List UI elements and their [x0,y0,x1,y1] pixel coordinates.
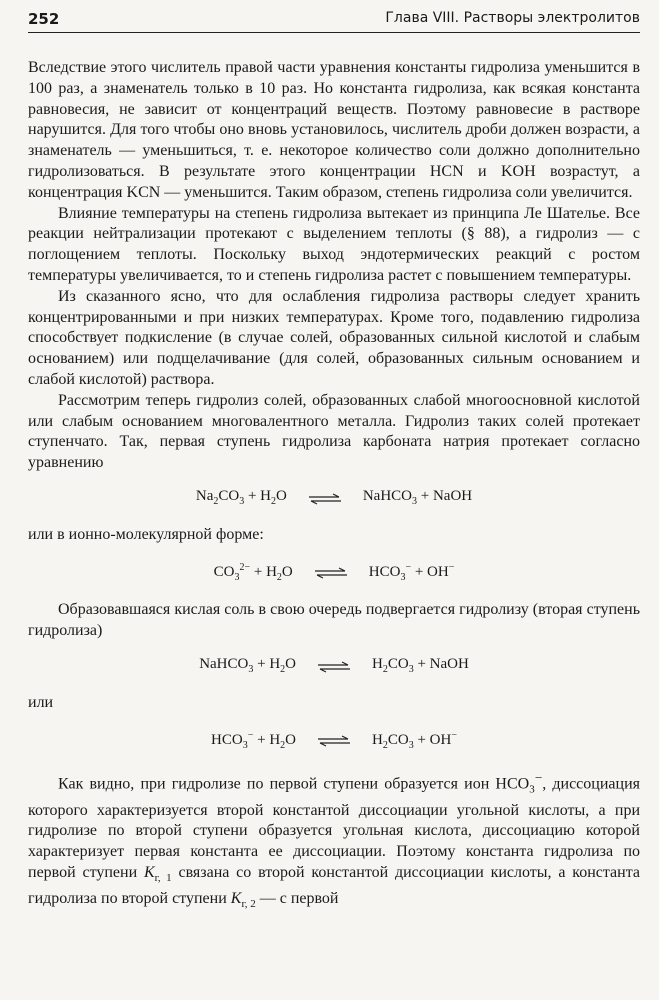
paragraph-2: Влияние температуры на степень гидролиза вытекает из принципа Ле Шателье. Все реакции нейтрализации протекают с выделением теплоты (§ 88), а гидролиз — с поглощением теплоты. Поскольку выход эндотермических реакций с ростом температуры увеличивается, то и степень гидролиза растет с повышением температуры. [28,204,640,284]
paragraph-7: или [28,693,54,711]
equation-4-right: $H_2CO_3 + OH^-$ [372,729,457,751]
chapter-title: Глава VIII. Растворы электролитов [385,10,640,26]
page-header [28,8,640,33]
equation-2-right: $HCO_3^- + OH^-$ [368,561,455,583]
paragraph-4: Рассмотрим теперь гидролиз солей, образованных слабой многоосновной кислотой или слабым основанием многовалентного металла. Гидролиз таких солей протекает ступенчато. Так, первая ступень гидролиза карбоната натрия протекает согласно уравнению [28,391,640,472]
equation-3-right: $H_2CO_3$ + NaOH [372,655,469,675]
equilibrium-arrow-icon [316,661,352,673]
equation-2 [28,558,640,589]
equilibrium-arrow-icon [313,567,349,579]
paragraph-1: Вследствие этого числитель правой части уравнения константы гидролиза уменьшится в 100 раз, а знаменатель только в 10 раз. Но константа гидролиза, как всякая константа равновесия, не зависит от концентраций веществ. Поэтому равновесие в растворе нарушится. Для того чтобы оно вновь установилось, числитель дроби должен возрасти, а знаменатель — уменьшиться, т. е. некоторое количество соли должно дополнительно гидролизоваться. В результате этого концентрации HCN и KOH возрастут, а концентрация KCN — уменьшится. Таким образом, степень гидролиза соли увеличится. [28,59,640,201]
equation-4 [28,726,640,757]
paragraph-6: Образовавшаяся кислая соль в свою очередь подвергается гидролизу (вторая ступень гидролиза) [28,601,640,640]
equation-1-left: $Na_2CO_3 + H_2O$ [195,487,287,507]
equation-1 [28,486,640,513]
paragraph-8: Как видно, при гидролизе по первой ступени образуется ион $HCO_3^-$, диссоциация которого характеризуется второй константой диссоциации угольной кислоты, а при гидролизе по второй ступени образуется угольная кислота, диссоциацию которой характеризует первая константа ее диссоциации. Поэтому константа гидролиза по первой ступени $K_{г, 1}$ связана со второй константой диссоциации кислоты, а константа гидролиза по второй ступени $K_{г, 2}$ — с первой [28,770,641,911]
paragraph-5: или в ионно-молекулярной форме: [28,525,264,543]
equation-3 [28,654,640,681]
equation-2-left: $CO_3^{2-} + H_2O$ [213,561,293,583]
page-number: 252 [28,10,60,28]
equilibrium-arrow-icon [307,493,343,505]
body-text [28,58,640,915]
equilibrium-arrow-icon [316,735,352,747]
equation-4-left: $HCO_3^- + H_2O$ [211,729,296,751]
equation-1-right: NaHCO$_3$ + NaOH [362,487,473,507]
paragraph-3: Из сказанного ясно, что для ослабления гидролиза растворы следует хранить концентрированными и при низких температурах. Кроме того, подавлению гидролиза способствует подкисление (в случае солей, образованных сильной кислотой и слабым основанием) или подщелачивание (для солей, образованных сильным основанием и слабой кислотой) раствора. [28,287,640,388]
equation-3-left: NaHCO$_3$ + $H_2O$ [199,655,296,675]
